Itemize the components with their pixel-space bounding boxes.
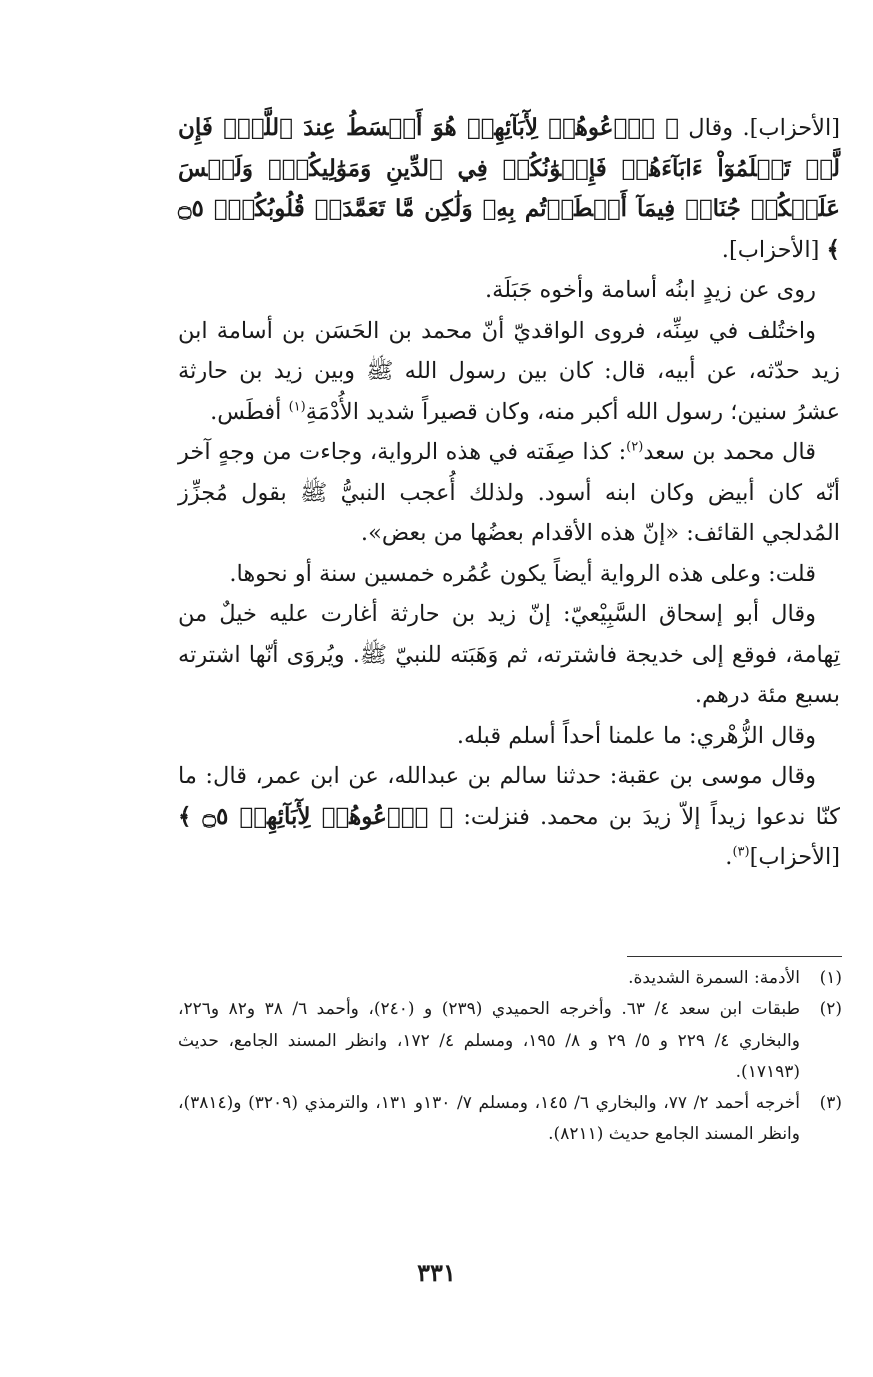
footnote-2	[178, 994, 842, 1088]
quran-verse-short: ﴿ ٱدۡعُوهُمۡ لِأٓبَآئِهِمۡ ۝٥ ﴾	[178, 802, 454, 830]
footnote-text: أخرجه أحمد ٢/ ٧٧، والبخاري ٦/ ١٤٥، ومسلم ٧/ ١٣٠و ١٣١، والترمذي (٣٢٠٩) و(٣٨١٤)، وانظر المسند الجامع حديث (٨٢١١).	[178, 1093, 800, 1145]
footnote-divider	[627, 956, 842, 957]
footnote-number: (٢)	[819, 999, 842, 1020]
footnote-ref-2: (٢)	[626, 439, 644, 455]
paragraph-1	[178, 108, 840, 270]
paragraph-3-tail: أفطَس.	[210, 398, 289, 425]
footnote-1	[178, 963, 842, 994]
paragraph-4-text: : كذا صِفَته في هذه الرواية، وجاءت من وجهٍ آخر أنّه كان أبيض وكان ابنه أسود. ولذلك أُعجب النبيُّ ﷺ بقول مُجزِّز المُدلجي القائف: «إنّ هذه الأقدام بعضُها من بعض».	[178, 439, 840, 546]
footnote-number: (٣)	[819, 1093, 842, 1114]
surah-reference: [الأحزاب].	[721, 236, 820, 263]
page-number: ٣٣١	[417, 1258, 456, 1287]
paragraph-2: روى عن زيدٍ ابنُه أسامة وأخوه جَبَلَة.	[485, 277, 816, 303]
paragraph-8	[178, 756, 840, 878]
paragraph-3-text: واختُلف في سِنِّه، فروى الواقديّ أنّ محمد بن الحَسَن بن أسامة ابن زيد حدّثه، عن أبيه، قال: كان بين رسول الله ﷺ وبين زيد بن حارثة عشرُ سنين؛ رسول الله أكبر منه، وكان قصيراً شديد الأُدْمَةِ	[178, 317, 840, 425]
paragraph-4-lead: قال محمد بن سعد	[643, 439, 817, 465]
paragraph-7: وقال الزُّهْري: ما علمنا أحداً أسلم قبله.	[456, 722, 816, 749]
paragraph-8-end: .	[725, 844, 733, 870]
footnote-number: (١)	[819, 968, 842, 988]
paragraph-5: قلت: وعلى هذه الرواية أيضاً يكون عُمُره خمسين سنة أو نحوها.	[229, 560, 816, 587]
footnote-ref-3: (٣)	[732, 844, 750, 860]
paragraph-4	[178, 432, 840, 554]
surah-reference-2: [الأحزاب]	[749, 844, 840, 870]
quran-verse-ahzab-5: ﴿ ٱدۡعُوهُمۡ لِأٓبَآئِهِمۡ هُوَ أَقۡسَطُ عِندَ ٱللَّهِۚ فَإِن لَّمۡ تَعۡلَمُوٓاْ ءَابَآءَهُمۡ فَإِخۡوَٰنُكُمۡ فِي ٱلدِّينِ وَمَوَٰلِيكُمۡۚ وَلَيۡسَ عَلَيۡكُمۡ جُنَاحٞ فِيمَآ أَخۡطَأۡتُم بِهِۦ وَلَٰكِن مَّا تَعَمَّدَتۡ قُلُوبُكُمۡۚ ۝٥ ﴾	[178, 114, 840, 263]
footnote-ref-1: (١)	[288, 399, 306, 414]
main-text	[178, 108, 840, 878]
paragraph-6: وقال أبو إسحاق السَّبِيْعيّ: إنّ زيد بن حارثة أغارت عليه خيلٌ من تِهامة، فوقع إلى خديجة فاشترته، ثم وَهَبَته للنبيّ ﷺ. ويُروَى أنّها اشترته بسبع مئة درهم.	[178, 601, 840, 708]
footnote-3	[178, 1088, 842, 1151]
paragraph-3	[178, 311, 840, 433]
footnote-text: الأدمة: السمرة الشديدة.	[628, 968, 800, 988]
footnotes	[178, 963, 842, 1151]
paragraph-1-lead: [الأحزاب]. وقال	[688, 115, 840, 141]
paragraph-8-text: وقال موسى بن عقبة: حدثنا سالم بن عبدالله، عن ابن عمر، قال: ما كنّا ندعوا زيداً إلاّ زيدَ بن محمد. فنزلت:	[178, 763, 840, 830]
footnote-text: طبقات ابن سعد ٤/ ٦٣. وأخرجه الحميدي (٢٣٩) و (٢٤٠)، وأحمد ٦/ ٣٨ و٨٢ و٢٢٦، والبخاري ٤/ ٢٢٩ و ٥/ ٢٩ و ٨/ ١٩٥، ومسلم ٤/ ١٧٢، وانظر المسند الجامع، حديث (١٧١٩٣).	[178, 999, 800, 1082]
